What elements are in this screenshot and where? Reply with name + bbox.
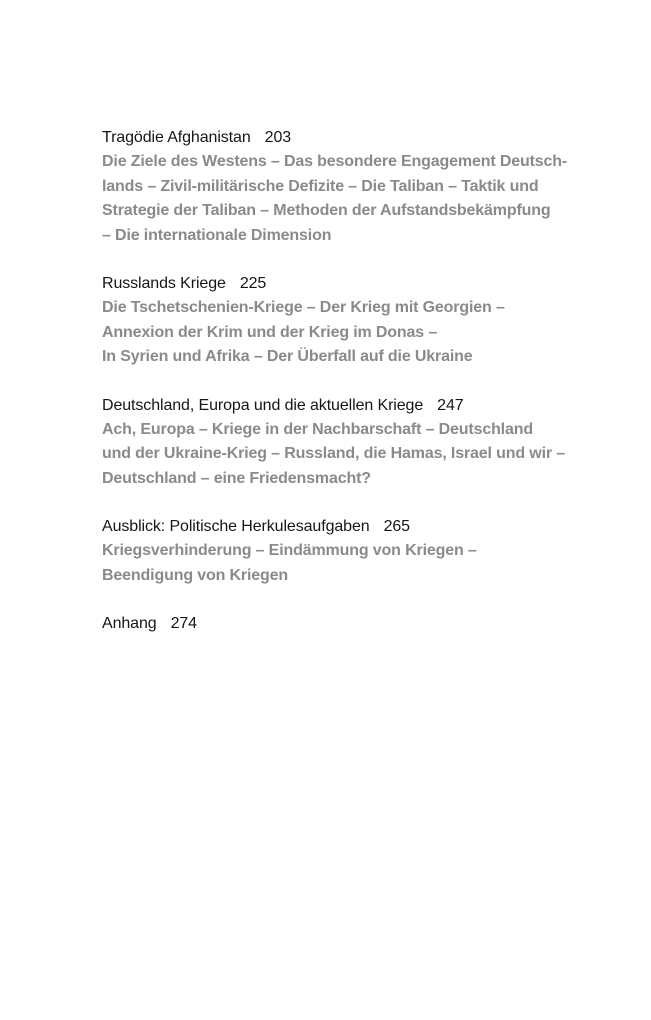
toc-entry-summary-line: Die Tschetschenien-Kriege – Der Krieg mit Georgien – — [102, 299, 505, 316]
toc-entry-heading — [102, 394, 572, 418]
toc-entry-summary-line: Deutschland – eine Friedensmacht? — [102, 469, 371, 487]
toc-entry-summary-line: – Die internationale Dimension — [102, 226, 332, 244]
toc-entry-title: Russlands Kriege — [102, 275, 226, 292]
toc-entry-summary-line: Annexion der Krim und der Krieg im Donas – — [102, 323, 438, 341]
toc-entry-page-number: 203 — [264, 129, 292, 146]
toc-entry-heading — [102, 515, 572, 539]
table-of-contents — [102, 126, 572, 660]
toc-entry-summary-line: lands – Zivil-militärische Defizite – Die Taliban – Taktik und — [102, 177, 539, 195]
toc-entry-heading — [102, 612, 572, 636]
toc-entry-page-number: 265 — [383, 518, 410, 535]
toc-entry-title: Anhang — [102, 615, 157, 632]
toc-entry-summary-line: In Syrien und Afrika – Der Überfall auf die Ukraine — [102, 348, 473, 365]
toc-entry-ausblick — [102, 515, 572, 588]
toc-entry-page-number: 274 — [170, 615, 197, 632]
toc-entry-title: Tragödie Afghanistan — [102, 129, 251, 146]
toc-entry-summary-line: Ach, Europa – Kriege in der Nachbarschaft – Deutschland — [102, 420, 533, 438]
toc-entry-deutschland-europa — [102, 394, 572, 492]
toc-entry-anhang — [102, 612, 572, 636]
toc-entry-summary-line: Kriegsverhinderung – Eindämmung von Kriegen – — [102, 542, 477, 559]
toc-entry-russlands-kriege — [102, 272, 572, 370]
toc-entry-heading — [102, 272, 572, 296]
toc-entry-page-number: 247 — [437, 396, 464, 414]
toc-entry-tragoedie-afghanistan — [102, 126, 572, 248]
toc-entry-title: Deutschland, Europa und die aktuellen Kriege — [102, 396, 424, 414]
toc-entry-summary-line: und der Ukraine-Krieg – Russland, die Hamas, Israel und wir – — [102, 445, 565, 462]
toc-entry-title: Ausblick: Politische Herkulesaufgaben — [102, 518, 370, 535]
toc-entry-summary-line: Strategie der Taliban – Methoden der Aufstandsbekämpfung — [102, 202, 551, 219]
toc-entry-summary-line: Die Ziele des Westens – Das besondere Engagement Deutsch- — [102, 153, 568, 170]
toc-entry-summary-line: Beendigung von Kriegen — [102, 566, 289, 584]
toc-entry-page-number: 225 — [239, 275, 267, 292]
toc-entry-heading — [102, 126, 572, 150]
